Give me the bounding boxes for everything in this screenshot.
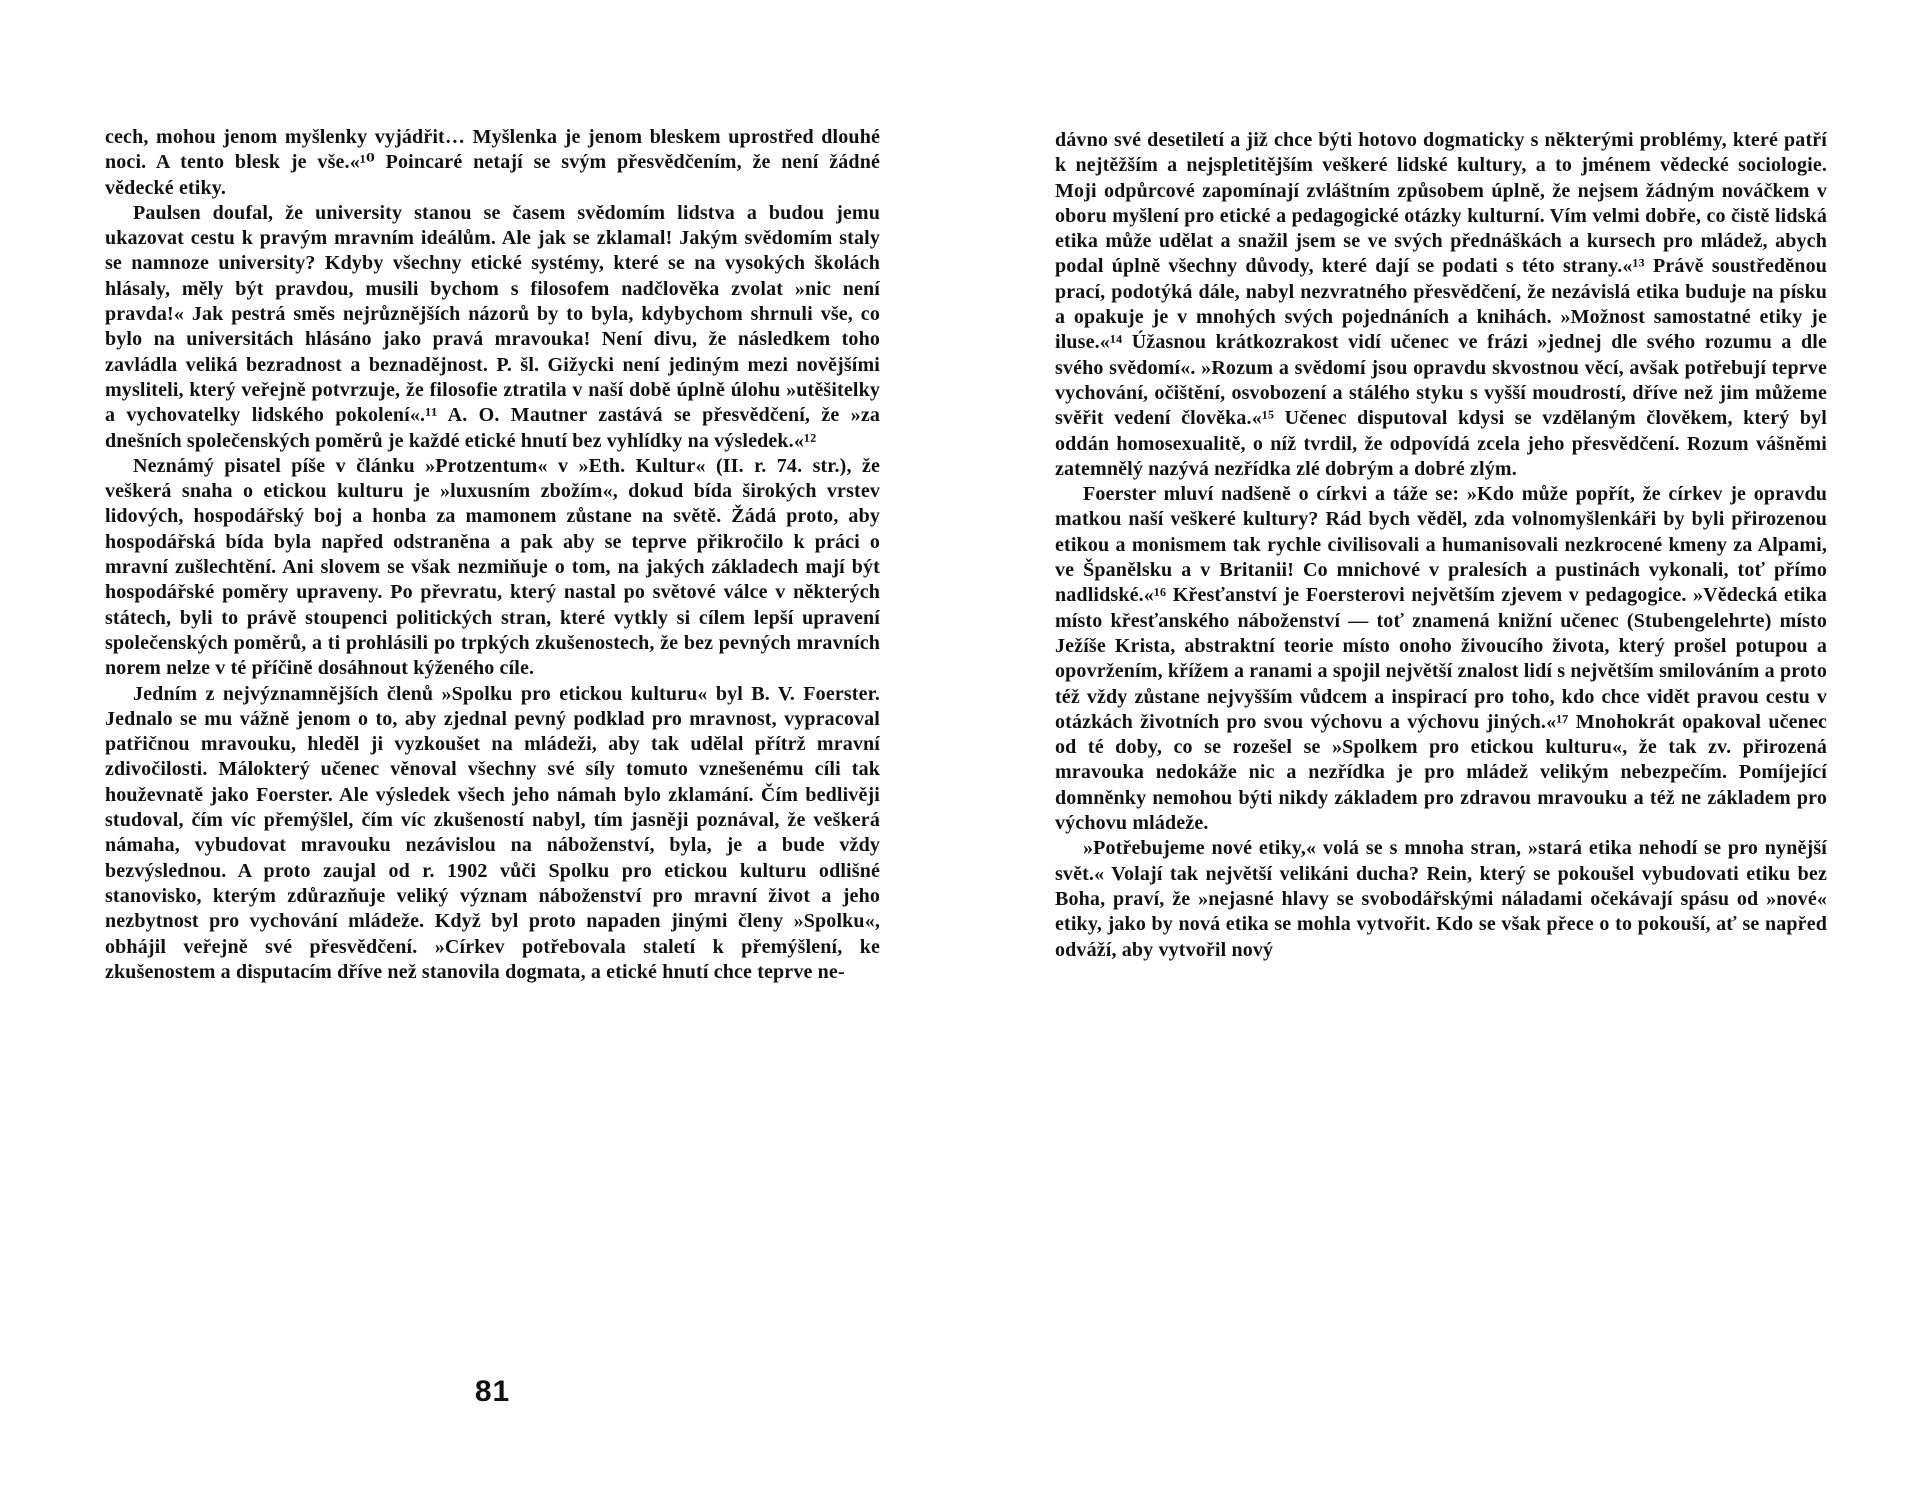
paragraph: Jedním z nejvýznamnějších členů »Spolku pro etickou kulturu« byl B. V. Foerster. Jednalo se mu vážně jenom o to, aby zjednal pevný podklad pro mravnost, vypracoval patřičnou mravouku, hleděl ji vyzkoušet na mládeži, aby tak udělal přítrž mravní zdivočilosti. Málokterý učenec věnoval všechny své síly tomuto vznešenému cíli tak houževnatě jako Foerster. Ale výsledek všech jeho námah bylo zklamání. Čím bedlivěji studoval, čím víc přemýšlel, čím víc zkušeností nabyl, tím jasněji poznával, že veškerá námaha, vybudovat mravouku nezávislou na náboženství, byla, je a bude vždy bezvýslednou. A proto zaujal od r. 1902 vůči Spolku pro etickou kulturu odlišné stanovisko, kterým zdůrazňuje veliký význam náboženství pro mravní život a jeho nezbytnost pro vychování mládeže. Když byl proto napaden jinými členy »Spolku«, obhájil veřejně své přesvědčení. »Církev potřebovala staletí k přemýšlení, ke zkušenostem a disputacím dříve než stanovila dogmata, a etické hnutí chce teprve ne- — [105, 682, 880, 983]
page-number: 81 — [474, 1375, 511, 1408]
paragraph: »Potřebujeme nové etiky,« volá se s mnoha stran, »stará etika nehodí se pro nynější svět.« Volají tak největší velikáni ducha? Rein, který se pokoušel vybudovati etiku bez Boha, praví, že »nejasné hlavy se svobodářskými náladami očekávají spásu od »nové« etiky, jako by nová etika se mohla vytvořit. Kdo se však přece o to pokouší, ať se napřed odváží, aby vytvořil nový — [1055, 837, 1827, 961]
paragraph: dávno své desetiletí a již chce býti hotovo dogmaticky s některými problémy, které patří k nejtěžším a nejspletitějším veškeré lidské kultury, a to jménem vědecké sociologie. Moji odpůrcové zapomínají zvláštním způsobem úplně, že nejsem žádným nováčkem v oboru myšlení pro etické a pedagogické otázky kulturní. Vím velmi dobře, co čistě lidská etika může udělat a snažil jsem se ve svých přednáškách a kursech pro mládež, abych podal úplně všechny důvody, které dají se podati s této strany.«¹³ Právě soustředěnou prací, podotýká dále, nabyl nezvratného přesvědčení, že nezávislá etika buduje na písku a opakuje je v mnohých svých pojednáních a knihách. »Možnost samostatné etiky je iluse.«¹⁴ Úžasnou krátkozrakost vidí učenec ve frázi »jednej dle svého rozumu a dle svého svědomí«. »Rozum a svědomí jsou opravdu skvostnou věcí, avšak potřebují teprve vychování, očištění, osvobození a stálého styku s vyšší moudrostí, dříve než jim můžeme svěřit vedení člověka.«¹⁵ Učenec disputoval kdysi se vzdělaným člověkem, který byl oddán homosexualitě, o níž tvrdil, že odpovídá zcela jeho přesvědčení. Rozum vášněmi zatemnělý nazývá nezřídka zlé dobrým a dobré zlým. — [1055, 129, 1827, 480]
right-page — [1055, 128, 1827, 1458]
paragraph: Paulsen doufal, že university stanou se časem svědomím lidstva a budou jemu ukazovat cestu k pravým mravním ideálům. Ale jak se zklamal! Jakým svědomím staly se namnoze university? Kdyby všechny etické systémy, které se na vysokých školách hlásaly, měly být pravdou, musili bychom s filosofem nadčlověka zvolat »nic není pravda!« Jak pestrá směs nejrůznějších názorů by to byla, kdybychom shrnuli vše, co bylo na universitách hlásáno jako pravá mravouka! Není divu, že následkem toho zavládla veliká bezradnost a beznadějnost. P. šl. Gižycki není jediným mezi novějšími mysliteli, který veřejně potvrzuje, že filosofie ztratila v naší době úplně úlohu »utěšitelky a vychovatelky lidského pokolení«.¹¹ A. O. Mautner zastává se přesvědčení, že »za dnešních společenských poměrů je každé etické hnutí bez vyhlídky na výsledek.«¹² — [105, 201, 880, 452]
paragraph: cech, mohou jenom myšlenky vyjádřit… Myšlenka je jenom bleskem uprostřed dlouhé noci. A tento blesk je vše.«¹⁰ Poincaré netají se svým přesvědčením, že není žádné vědecké etiky. — [105, 126, 880, 199]
left-page — [105, 125, 880, 1455]
paragraph: Foerster mluví nadšeně o církvi a táže se: »Kdo může popřít, že církev je opravdu matkou naší veškeré kultury? Rád bych věděl, zda volnomyšlenkáři by byli přirozenou etikou a monismem tak rychle civilisovali a humanisovali nezkrocené kmeny za Alpami, ve Španělsku a v Britanii! Co mnichové v pralesích a pustinách vykonali, toť přímo nadlidské.«¹⁶ Křesťanství je Foersterovi největším zjevem v pedagogice. »Vědecká etika místo křesťanského náboženství — toť znamená knižní učenec (Stubengelehrte) místo Ježíše Krista, abstraktní teorie místo onoho živoucího života, který prošel potupou a opovržením, křížem a ranami a spojil největší znalost lidí s největším smilováním a proto též vždy zůstane nejvyšším vůdcem a inspirací pro toho, kdo chce vidět pravou cestu v otázkách životních pro svou výchovu a výchovu jiných.«¹⁷ Mnohokrát opakoval učenec od té doby, co se rozešel se »Spolkem pro etickou kulturu«, že tak zv. přirozená mravouka nedokáže nic a nezřídka je pro mládež velikým nebezpečím. Pomíjející domněnky nemohou býti nikdy základem pro zdravou mravouku a též ne základem pro výchovu mládeže. — [1055, 483, 1827, 835]
paragraph: Neznámý pisatel píše v článku »Protzentum« v »Eth. Kultur« (II. r. 74. str.), že veškerá snaha o etickou kulturu je »luxusním zbožím«, dokud bída širokých vrstev lidových, hospodářský boj a honba za mamonem zůstane na světě. Žádá proto, aby hospodářská bída byla napřed odstraněna a pak aby se teprve přikročilo k práci o mravní zušlechtění. Ani slovem se však nezmiňuje o tom, na jakých základech mají být hospodářské poměry upraveny. Po převratu, který nastal po světové válce v některých státech, byli to právě stoupenci politických stran, které vytkly si cílem lepší upravení společenských poměrů, a ti prohlásili po trpkých zkušenostech, že bez pevných mravních norem nelze v té příčině dosáhnout kýženého cíle. — [105, 454, 880, 680]
